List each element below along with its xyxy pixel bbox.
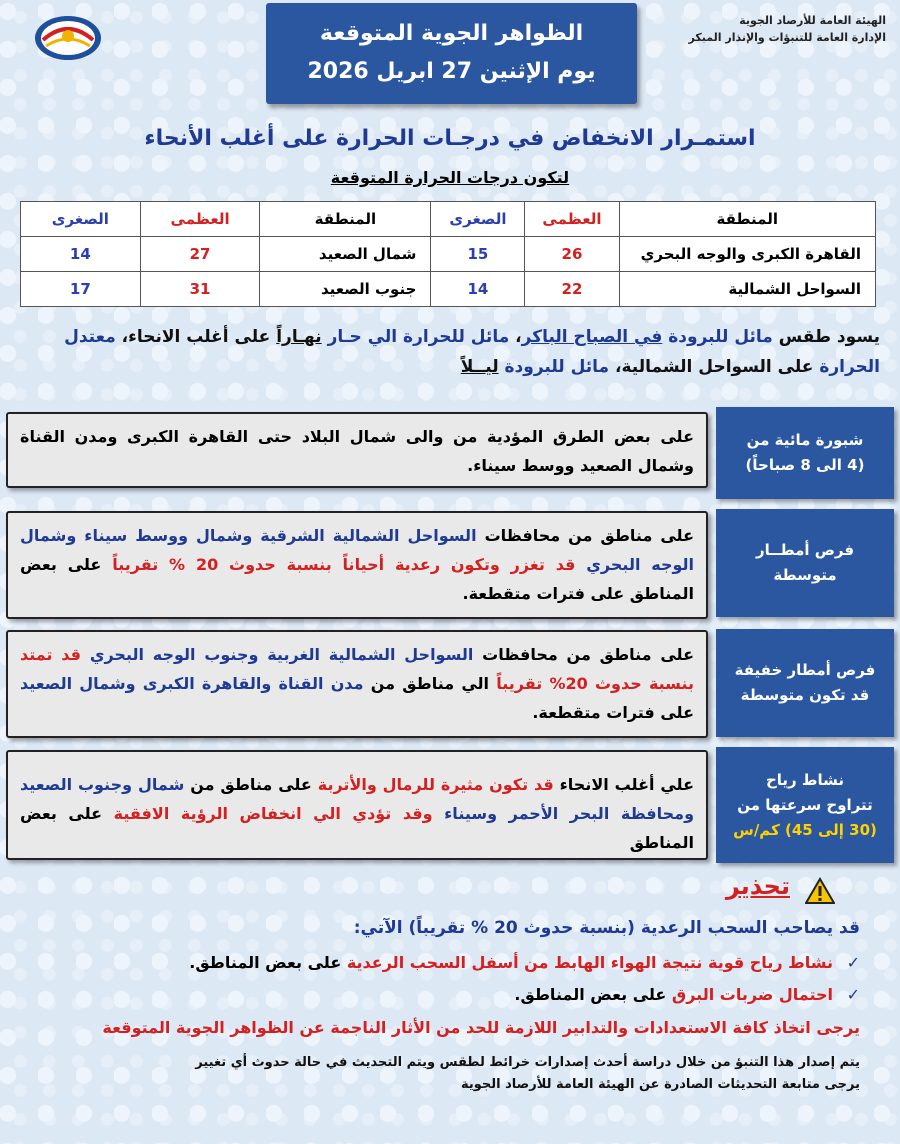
rain-light-probability: قد تمتد بنسبة حدوث 20% تقريباً: [20, 645, 695, 693]
authority-header: [636, 12, 886, 46]
warning-title: تحذير: [725, 872, 790, 900]
max-cell: 22: [525, 272, 619, 307]
rain-moderate-probability: قد تغزر وتكون رعدية أحياناً بنسبة حدوث 20 % تقريباً: [112, 555, 576, 574]
wind-text: علي أغلب الانحاء: [559, 775, 695, 794]
wind-areas: شمال وجنوب الصعيد ومحافظة البحر الأحمر وسيناء: [20, 775, 695, 823]
summary-cool: مائل للبرودة: [668, 327, 773, 347]
min-cell: 17: [21, 272, 141, 307]
col-max-1: العظمى: [525, 202, 619, 237]
rain-light-areas: السواحل الشمالية الغربية وجنوب الوجه البحري: [89, 645, 474, 664]
fog-tag-time: (4 الى 8 صباحاً): [745, 456, 865, 474]
fog-tag-title: شبورة مائية من: [746, 431, 864, 449]
fog-description: [6, 412, 708, 488]
title-box: [266, 3, 637, 104]
rain-light-description: [6, 630, 708, 738]
fog-tag: [716, 407, 894, 499]
rain-moderate-text-end: على بعض المناطق على فترات متقطعة.: [20, 555, 694, 603]
rain-light-text-mid: الي مناطق من: [370, 674, 490, 693]
footer-notes: [40, 1052, 860, 1096]
summary-moderate: معتدل الحرارة: [64, 327, 880, 377]
summary-night: ليــلاً: [460, 357, 499, 377]
rain-light-tag-title: فرص أمطار خفيفة: [734, 661, 876, 679]
col-min-2: الصغرى: [21, 202, 141, 237]
max-cell: 31: [140, 272, 260, 307]
warning-intro: قد يصاحب السحب الرعدية (بنسبة حدوث 20 % تقريباً) الآتي:: [353, 918, 860, 938]
region-cell: جنوب الصعيد: [260, 272, 431, 307]
check-icon: ✓: [846, 953, 860, 972]
summary-text: على أغلب الانحاء،: [121, 327, 271, 347]
summary-hot: مائل للحرارة الي حـار: [327, 327, 510, 347]
rain-light-tag: [716, 629, 894, 737]
warning-item-rest: على بعض المناطق.: [189, 953, 342, 972]
warning-item-main: نشاط رياح قوية نتيجة الهواء الهابط من أسفل السحب الرعدية: [346, 953, 834, 972]
wind-text-end: على بعض المناطق: [20, 804, 694, 852]
wind-tag: [716, 747, 894, 863]
wind-tag-title: نشاط رياح: [765, 770, 845, 789]
title-main: الظواهر الجوية المتوقعة: [319, 21, 584, 46]
col-region-2: المنطقة: [260, 202, 431, 237]
summary-text: يسود طقس: [778, 327, 880, 347]
authority-department: الإدارة العامة للتنبؤات والإنذار المبكر: [688, 31, 886, 44]
min-cell: 15: [431, 237, 525, 272]
rain-moderate-tag-sub: متوسطة: [773, 566, 837, 584]
summary-morning: في الصباح الباكر: [521, 327, 663, 347]
temperature-table: [20, 201, 876, 307]
weather-summary: يسود طقس مائل للبرودة في الصباح الباكر، مائل للحرارة الي حـار نهـاراً على أغلب الانحاء، معتدل الحرارة على السواحل الشمالية، مائل للبرودة ليــلاً: [64, 327, 880, 377]
rain-moderate-tag: [716, 509, 894, 617]
rain-light-text-end: على فترات متقطعة.: [532, 703, 694, 722]
region-cell: شمال الصعيد: [260, 237, 431, 272]
wind-text-mid: على مناطق من: [190, 775, 312, 794]
min-cell: 14: [431, 272, 525, 307]
follow-note: يرجى متابعة التحديثات الصادرة عن الهيئة العامة للأرصاد الجوية: [460, 1077, 860, 1092]
headline: استمـرار الانخفاض في درجـات الحرارة على أغلب الأنحاء: [144, 126, 756, 151]
col-region-1: المنطقة: [619, 202, 876, 237]
table-caption-text: لتكون درجات الحرارة المتوقعة: [330, 168, 570, 187]
rain-moderate-tag-title: فرص أمطــار: [755, 541, 855, 559]
region-cell: السواحل الشمالية: [619, 272, 876, 307]
min-cell: 14: [21, 237, 141, 272]
wind-tag-sub: تتراوح سرعتها من: [737, 795, 873, 814]
update-note: يتم إصدار هذا التنبؤ من خلال دراسة أحدث إصدارات خرائط لطقس ويتم التحديث في حالة حدوث أي تغيير: [195, 1055, 860, 1070]
col-min-1: الصغرى: [431, 202, 525, 237]
table-header-row: [21, 202, 876, 237]
warning-item-rest: على بعض المناطق.: [514, 985, 667, 1004]
table-row: [21, 237, 876, 272]
region-cell: القاهرة الكبرى والوجه البحري: [619, 237, 876, 272]
warning-item-main: احتمال ضربات البرق: [671, 985, 834, 1004]
summary-cool-night: مائل للبرودة: [504, 357, 610, 377]
preparedness-notice: يرجى اتخاذ كافة الاستعدادات والتدابير اللازمة للحد من الأثار الناجمة عن الظواهر الجوية المتوقعة: [102, 1018, 860, 1037]
rain-light-tag-sub: قد تكون متوسطة: [740, 686, 870, 704]
check-icon: ✓: [846, 985, 860, 1004]
table-row: [21, 272, 876, 307]
wind-visibility: وقد تؤدي الي انخفاض الرؤية الافقية: [113, 804, 433, 823]
warning-item: [40, 985, 860, 1004]
rain-light-text: على مناطق من محافظات: [482, 645, 695, 664]
rain-moderate-areas: السواحل الشمالية الشرقية وشمال ووسط سيناء وشمال الوجه البحري: [20, 526, 695, 574]
warning-item: [40, 953, 860, 972]
fog-text: على بعض الطرق المؤدية من والى شمال البلاد حتى القاهرة الكبرى ومدن القناة وشمال الصعيد ووسط سيناء.: [20, 427, 694, 475]
authority-logo: [28, 8, 108, 64]
warning-icon: [805, 877, 835, 905]
authority-name: الهيئة العامة للأرصاد الجوية: [739, 14, 886, 27]
summary-day: نهـاراً: [276, 327, 322, 347]
rain-moderate-description: [6, 511, 708, 619]
max-cell: 27: [140, 237, 260, 272]
max-cell: 26: [525, 237, 619, 272]
col-max-2: العظمى: [140, 202, 260, 237]
wind-description: [6, 750, 708, 860]
title-date: يوم الإثنين 27 ابريل 2026: [307, 59, 596, 84]
wind-dust: قد تكون مثيرة للرمال والأتربة: [317, 775, 554, 794]
table-caption: [0, 168, 900, 187]
wind-tag-speed: (30 إلى 45) كم/س: [733, 820, 877, 839]
rain-moderate-text: على مناطق من محافظات: [484, 526, 695, 545]
rain-light-areas-2: مدن القناة والقاهرة الكبرى وشمال الصعيد: [20, 674, 364, 693]
summary-text: على السواحل الشمالية،: [615, 357, 814, 377]
